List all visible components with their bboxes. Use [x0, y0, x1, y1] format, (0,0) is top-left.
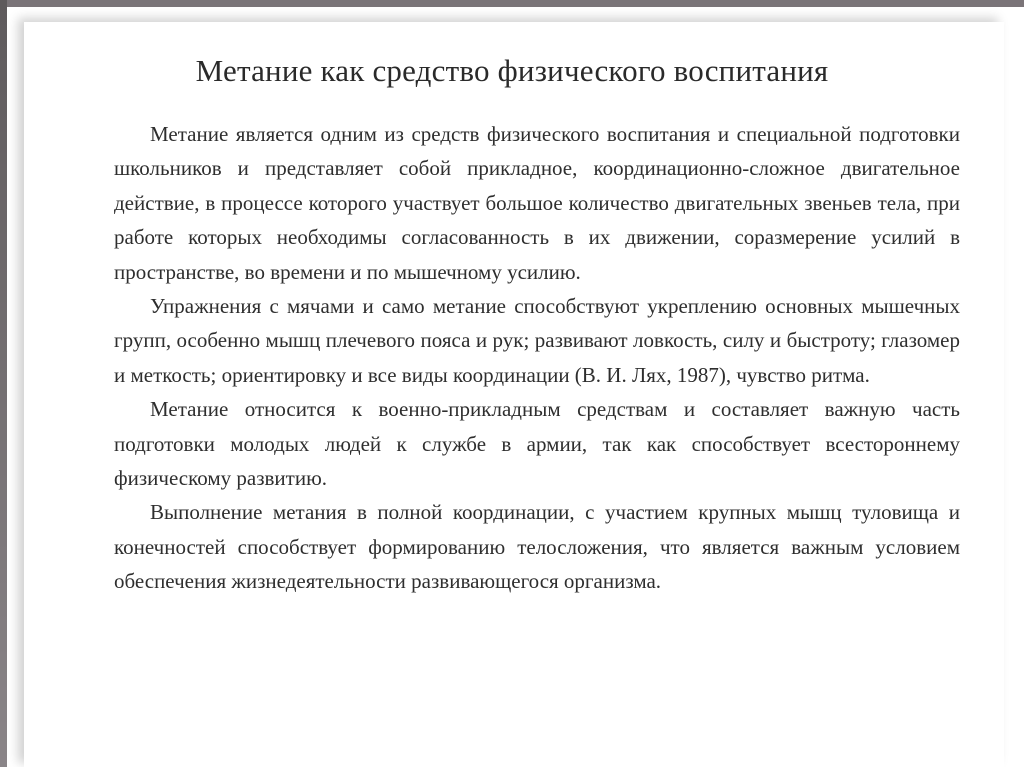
top-border	[0, 0, 1024, 7]
paragraph-3: Метание относится к военно-прикладным средствам и составляет важную часть подготовки молодых людей к службе в армии, так как способствует всестороннему физическому развитию.	[114, 397, 960, 491]
left-border	[0, 0, 7, 767]
paragraph-1: Метание является одним из средств физического воспитания и специальной подготовки школьников и представляет собой прикладное, координационно-сложное двигательное действие, в процессе которого участвует большое количество двигательных звеньев тела, при работе которых необходимы согласованность в их движении, соразмерение усилий в пространстве, во времени и по мышечному усилию.	[114, 122, 960, 284]
paragraph-4: Выполнение метания в полной координации, с участием крупных мышц туловища и конечностей способствует формированию телосложения, что является важным условием обеспечения жизнедеятельности развивающегося организма.	[114, 500, 960, 594]
slide-title: Метание как средство физического воспитания	[195, 53, 829, 88]
paragraph-2: Упражнения с мячами и само метание способствуют укреплению основных мышечных групп, особенно мышц плечевого пояса и рук; развивают ловкость, силу и быстроту; глазомер и меткость; ориентировку и все виды координации (В. И. Лях, 1987), чувство ритма.	[114, 294, 960, 387]
slide-body	[114, 117, 960, 599]
